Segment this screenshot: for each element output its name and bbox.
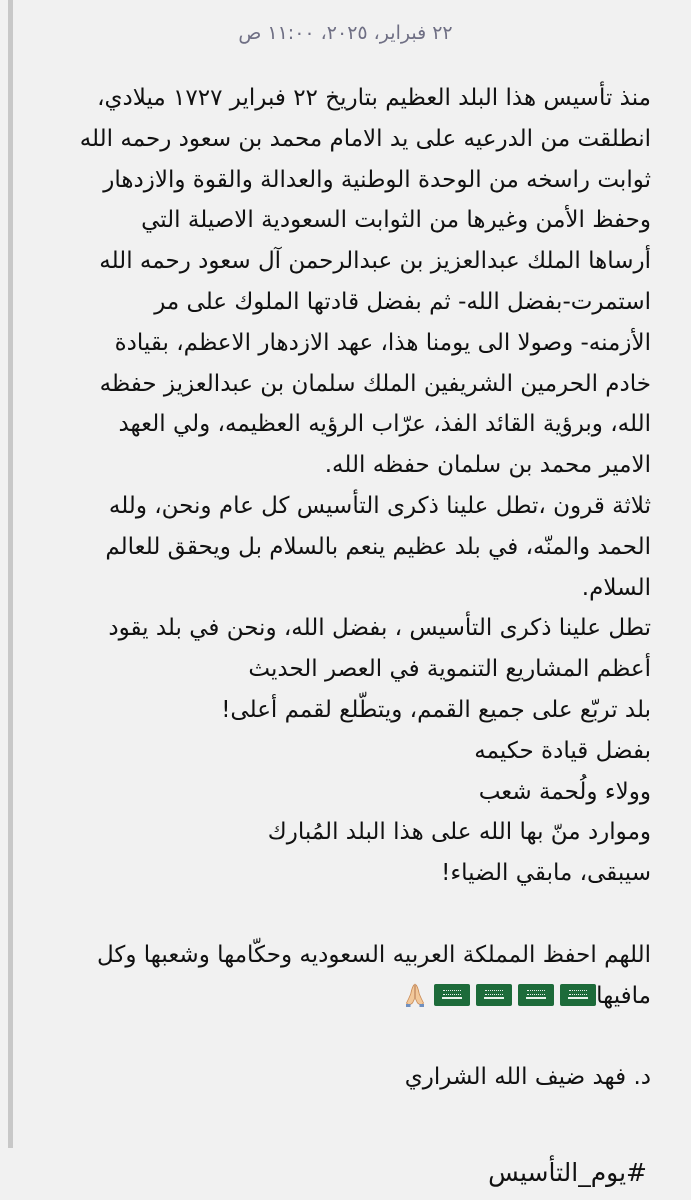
message-line: ثلاثة قرون ،تطل علينا ذكرى التأسيس كل عام ونحن، ولله — [108, 492, 651, 519]
message-line: الحمد والمنّه، في بلد عظيم ينعم بالسلام بل ويحقق للعالم — [105, 533, 651, 560]
praying-hands-icon — [402, 982, 428, 1008]
saudi-flag-icon — [434, 984, 470, 1006]
message-line: استمرت-بفضل الله- ثم بفضل قادتها الملوك على مر — [154, 288, 651, 315]
message-line: خادم الحرمين الشريفين الملك سلمان بن عبدالعزيز حفظه — [99, 370, 651, 397]
message-body — [32, 78, 651, 1098]
message-line: انطلقت من الدرعيه على يد الامام محمد بن سعود رحمه الله — [79, 125, 651, 152]
saudi-flag-icon — [476, 984, 512, 1006]
message-line: السلام. — [581, 574, 651, 601]
message-line: أرساها الملك عبدالعزيز بن عبدالرحمن آل سعود رحمه الله — [99, 248, 651, 275]
message-line: تطل علينا ذكرى التأسيس ، بفضل الله، ونحن في بلد يقود — [108, 615, 651, 642]
closing-prayer-line: اللهم احفظ المملكة العربيه السعوديه وحكّامها وشعبها وكل — [97, 941, 651, 968]
message-line: وموارد منّ بها الله على هذا البلد المُبارك — [267, 819, 651, 846]
post-timestamp: ٢٢ فبراير، ٢٠٢٥، ١١:٠٠ ص — [238, 22, 453, 44]
paragraph-gap — [32, 894, 651, 935]
message-line: الامير محمد بن سلمان حفظه الله. — [324, 452, 651, 479]
signature: د. فهد ضيف الله الشراري — [404, 1064, 651, 1091]
message-line: ثوابت راسخه من الوحدة الوطنية والعدالة والقوة والازدهار — [103, 166, 651, 193]
hashtag-link[interactable]: #يوم_التأسيس — [488, 1158, 647, 1187]
paragraph-gap — [32, 1016, 651, 1057]
quote-left-rule — [8, 0, 13, 1148]
message-line: منذ تأسيس هذا البلد العظيم بتاريخ ٢٢ فبراير ١٧٢٧ ميلادي، — [97, 85, 651, 111]
message-line: أعظم المشاريع التنموية في العصر الحديث — [248, 656, 651, 683]
saudi-flag-icon — [560, 984, 596, 1006]
message-line: وحفظ الأمن وغيرها من الثوابت السعودية الاصيلة التي — [141, 207, 651, 234]
saudi-flag-icon — [518, 984, 554, 1006]
message-line: بفضل قيادة حكيمه — [474, 737, 651, 764]
message-line: الأزمنه- وصولا الى يومنا هذا، عهد الازدهار الاعظم، بقيادة — [114, 329, 651, 356]
closing-prayer-line-emoji — [32, 976, 651, 1017]
message-line: الله، وبرؤية القائد الفذ، عرّاب الرؤيه العظيمه، ولي العهد — [118, 411, 651, 438]
message-line: وولاء ولُحمة شعب — [478, 778, 651, 805]
message-line: سيبقى، مابقي الضياء! — [441, 860, 651, 887]
closing-prayer-word: مافيها — [596, 982, 651, 1009]
message-line: بلد تربّع على جميع القمم، ويتطّلع لقمم أعلى! — [221, 696, 651, 723]
